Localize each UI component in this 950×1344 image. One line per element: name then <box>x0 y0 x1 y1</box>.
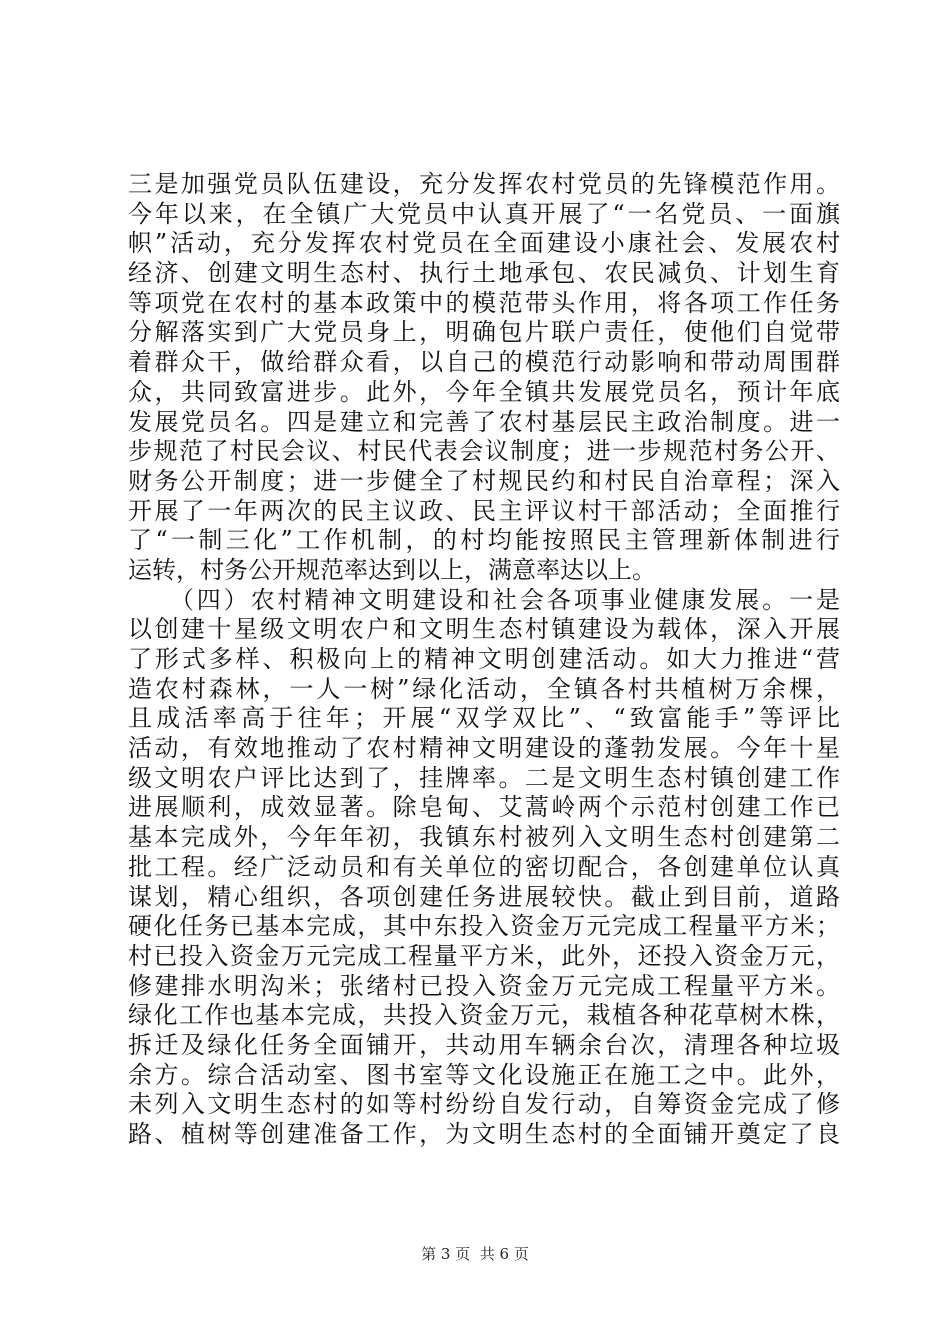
text-line: 基本完成外，今年年初，我镇东村被列入文明生态村创建第二 <box>128 823 840 852</box>
text-line: 村已投入资金万元完成工程量平方米，此外，还投入资金万元， <box>128 941 840 970</box>
text-line: 运转，村务公开规范率达到以上，满意率达以上。 <box>128 555 656 584</box>
text-line: 拆迁及绿化任务全面铺开，共动用车辆余台次，清理各种垃圾 <box>128 1030 840 1059</box>
document-body <box>128 170 840 1150</box>
text-line: 了“一制三化”工作机制，的村均能按照民主管理新体制进行 <box>128 526 840 555</box>
text-line: 进展顺利，成效显著。除皂甸、艾蒿岭两个示范村创建工作已 <box>128 793 840 822</box>
text-line: 批工程。经广泛动员和有关单位的密切配合，各创建单位认真 <box>128 852 840 881</box>
text-line: 分解落实到广大党员身上，明确包片联户责任，使他们自觉带 <box>128 318 840 347</box>
text-line: 路、植树等创建准备工作，为文明生态村的全面铺开奠定了良 <box>128 1120 840 1148</box>
text-line: 着群众干，做给群众看，以自己的模范行动影响和带动周围群 <box>128 348 840 377</box>
text-line: 了形式多样、积极向上的精神文明创建活动。如大力推进“营 <box>128 645 840 673</box>
page-footer: 第 3 页 共 6 页 <box>421 1245 529 1263</box>
text-line: （四）农村精神文明建设和社会各项事业健康发展。一是 <box>128 585 840 614</box>
text-line: 开展了一年两次的民主议政、民主评议村干部活动；全面推行 <box>128 496 840 525</box>
text-line: 以创建十星级文明农户和文明生态村镇建设为载体，深入开展 <box>128 615 840 644</box>
text-line: 硬化任务已基本完成，其中东投入资金万元完成工程量平方米； <box>128 912 840 941</box>
text-line: 且成活率高于往年；开展“双学双比”、“致富能手”等评比 <box>128 704 840 733</box>
text-line: 三是加强党员队伍建设，充分发挥农村党员的先锋模范作用。 <box>128 170 840 198</box>
text-line: 活动，有效地推动了农村精神文明建设的蓬勃发展。今年十星 <box>128 734 840 763</box>
text-line: 帜”活动，充分发挥农村党员在全面建设小康社会、发展农村 <box>128 229 840 258</box>
text-line: 等项党在农村的基本政策中的模范带头作用，将各项工作任务 <box>128 288 840 317</box>
text-line: 财务公开制度；进一步健全了村规民约和村民自治章程；深入 <box>128 466 840 495</box>
text-line: 修建排水明沟米；张绪村已投入资金万元完成工程量平方米。 <box>128 971 840 1000</box>
text-line: 众，共同致富进步。此外，今年全镇共发展党员名，预计年底 <box>128 377 840 406</box>
text-line: 经济、创建文明生态村、执行土地承包、农民减负、计划生育 <box>128 259 840 288</box>
text-line: 造农村森林，一人一树”绿化活动，全镇各村共植树万余棵， <box>128 674 840 703</box>
text-line: 发展党员名。四是建立和完善了农村基层民主政治制度。进一 <box>128 407 840 436</box>
text-line: 步规范了村民会议、村民代表会议制度；进一步规范村务公开、 <box>128 437 840 466</box>
text-line: 未列入文明生态村的如等村纷纷自发行动，自筹资金完成了修 <box>128 1090 840 1119</box>
text-line: 余方。综合活动室、图书室等文化设施正在施工之中。此外， <box>128 1060 840 1089</box>
text-line: 绿化工作也基本完成，共投入资金万元，栽植各种花草树木株， <box>128 1001 840 1030</box>
text-line: 今年以来，在全镇广大党员中认真开展了“一名党员、一面旗 <box>128 199 840 228</box>
text-line: 级文明农户评比达到了，挂牌率。二是文明生态村镇创建工作 <box>128 763 840 792</box>
text-line: 谋划，精心组织，各项创建任务进展较快。截止到目前，道路 <box>128 882 840 911</box>
